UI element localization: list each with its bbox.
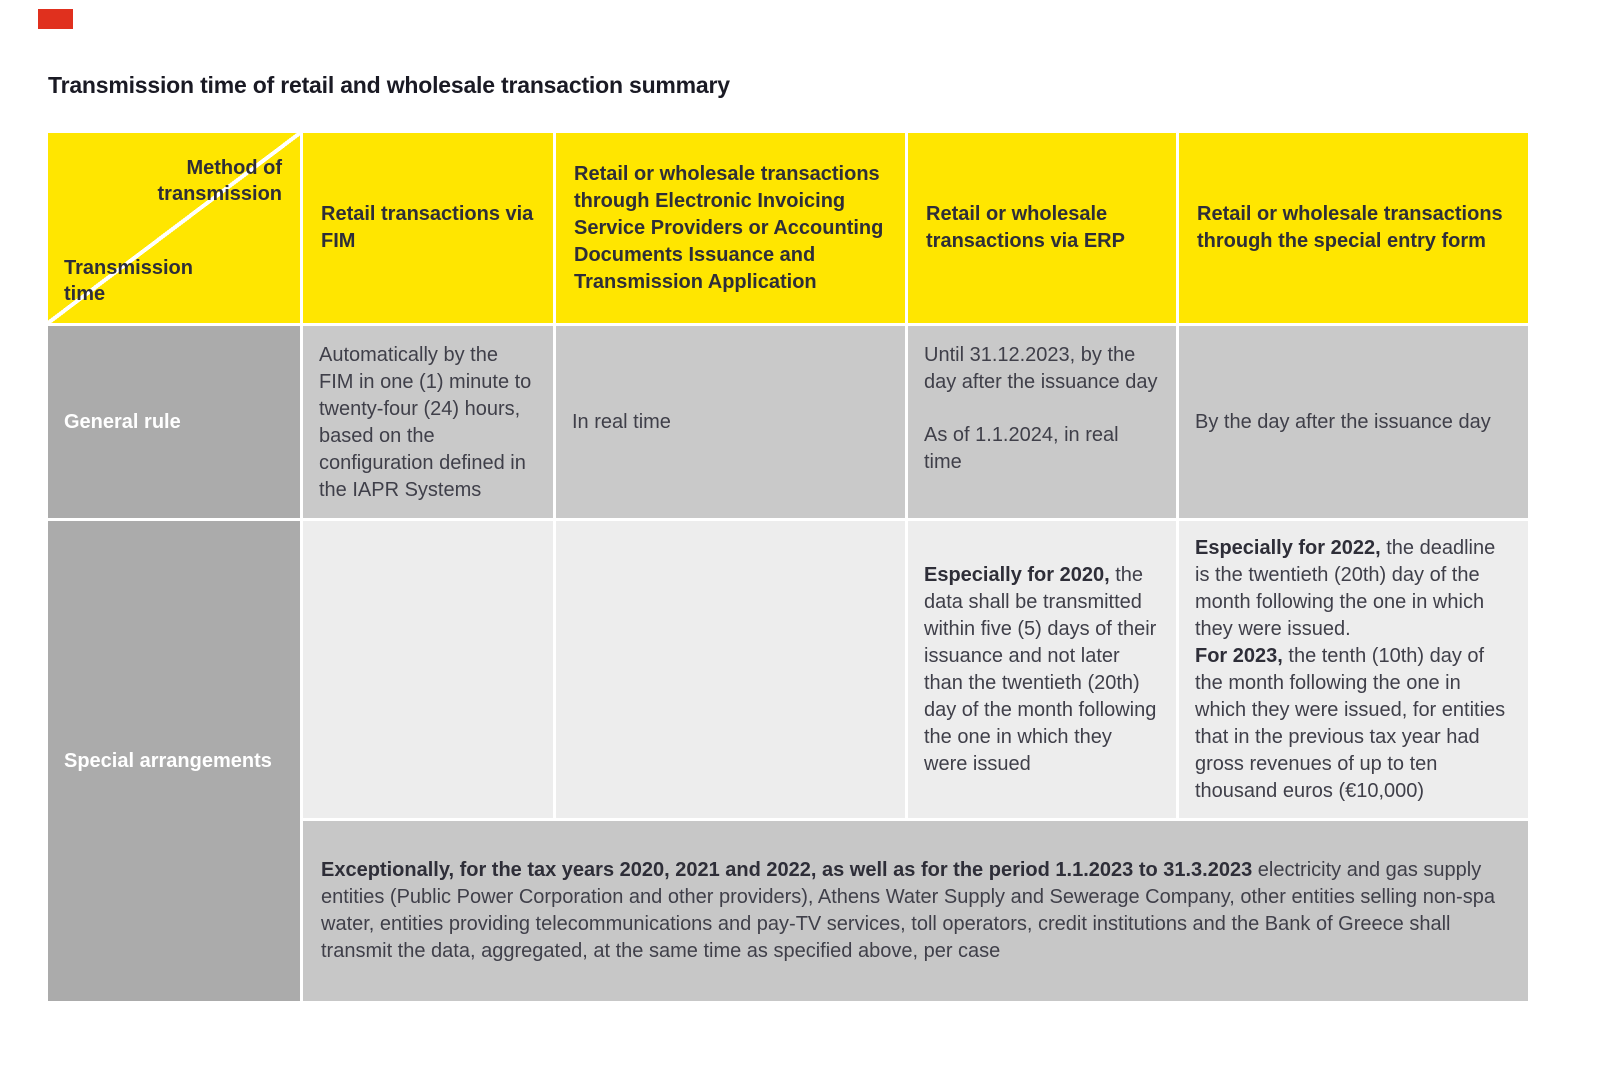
special-arrangements-eisp-cell (556, 521, 905, 818)
general-rule-fim-text: Automatically by the FIM in one (1) minute to twenty-four (24) hours, based on the configuration defined in the IAPR Systems (319, 344, 532, 501)
special-arrangements-erp-rest: the data shall be transmitted within five (5) days of their issuance and not later than the twentieth (20th) day of the month following the one in which they were issued (924, 563, 1157, 775)
general-rule-erp-paragraph-2: As of 1.1.2024, in real time (924, 424, 1119, 473)
exceptions-footer-cell (303, 821, 1528, 1001)
row-label-special-arrangements-text: Special arrangements (64, 749, 272, 772)
special-arrangements-erp-paragraph (924, 562, 1160, 778)
column-header-erp-label: Retail or wholesale transactions via ERP (926, 203, 1125, 252)
special-arrangements-special-form-paragraphs (1195, 535, 1512, 805)
exceptions-footer-paragraph (321, 857, 1510, 965)
exceptions-footer-rest: electricity and gas supply entities (Public Power Corporation and other providers), Athens Water Supply and Sewerage Company, other entities selling non-spa water, entities providing telecommunications and pay-TV services, toll operators, credit institutions and the Bank of Greece shall transmit the data, aggregated, at the same time as specified above, per case (321, 859, 1495, 962)
special-form-paragraph-2023 (1195, 643, 1512, 805)
exceptions-footer-bold: Exceptionally, for the tax years 2020, 2021 and 2022, as well as for the period 1.1.2023 to 31.3.2023 (321, 859, 1253, 881)
column-header-fim (303, 133, 553, 323)
transmission-summary-table (48, 133, 1528, 1001)
special-form-2023-bold: For 2023, (1195, 644, 1283, 667)
special-form-2022-rest: the deadline is the twentieth (20th) day of the month following the one in which they were issued. (1195, 536, 1496, 640)
special-form-2023-rest: the tenth (10th) day of the month following the one in which they were issued, for entities that in the previous tax year had gross revenues of up to ten thousand euros (€10,000) (1195, 644, 1506, 802)
special-form-2022-bold: Especially for 2022, (1195, 536, 1381, 559)
column-header-eisp (556, 133, 905, 323)
special-form-paragraph-2022 (1195, 535, 1512, 643)
general-rule-special-form-text: By the day after the issuance day (1195, 410, 1491, 433)
row-label-general-rule-text: General rule (64, 410, 181, 433)
corner-transmission-time-label: Transmission time (64, 257, 193, 305)
corner-method-of-transmission-label: Method of transmission (157, 157, 282, 205)
page-title: Transmission time of retail and wholesale transaction summary (48, 72, 730, 98)
column-header-special-entry-form-label: Retail or wholesale transactions through the special entry form (1197, 203, 1503, 252)
special-arrangements-erp-bold: Especially for 2020, (924, 563, 1110, 586)
general-rule-erp-cell (908, 326, 1176, 518)
column-header-fim-label: Retail transactions via FIM (321, 203, 534, 252)
general-rule-fim-cell (303, 326, 553, 518)
column-header-special-entry-form (1179, 133, 1528, 323)
general-rule-erp-paragraph-1: Until 31.12.2023, by the day after the issuance day (924, 344, 1158, 393)
red-mark (38, 9, 73, 29)
row-label-special-arrangements (48, 521, 300, 1001)
column-header-erp (908, 133, 1176, 323)
corner-header-cell (48, 133, 300, 323)
row-label-general-rule (48, 326, 300, 518)
general-rule-special-form-cell (1179, 326, 1528, 518)
special-arrangements-erp-cell (908, 521, 1176, 818)
general-rule-eisp-cell (556, 326, 905, 518)
general-rule-eisp-text: In real time (572, 410, 671, 433)
column-header-eisp-label: Retail or wholesale transactions through Electronic Invoicing Service Providers or Accounting Documents Issuance and Transmission Application (574, 162, 884, 293)
special-arrangements-special-form-cell (1179, 521, 1528, 818)
special-arrangements-fim-cell (303, 521, 553, 818)
